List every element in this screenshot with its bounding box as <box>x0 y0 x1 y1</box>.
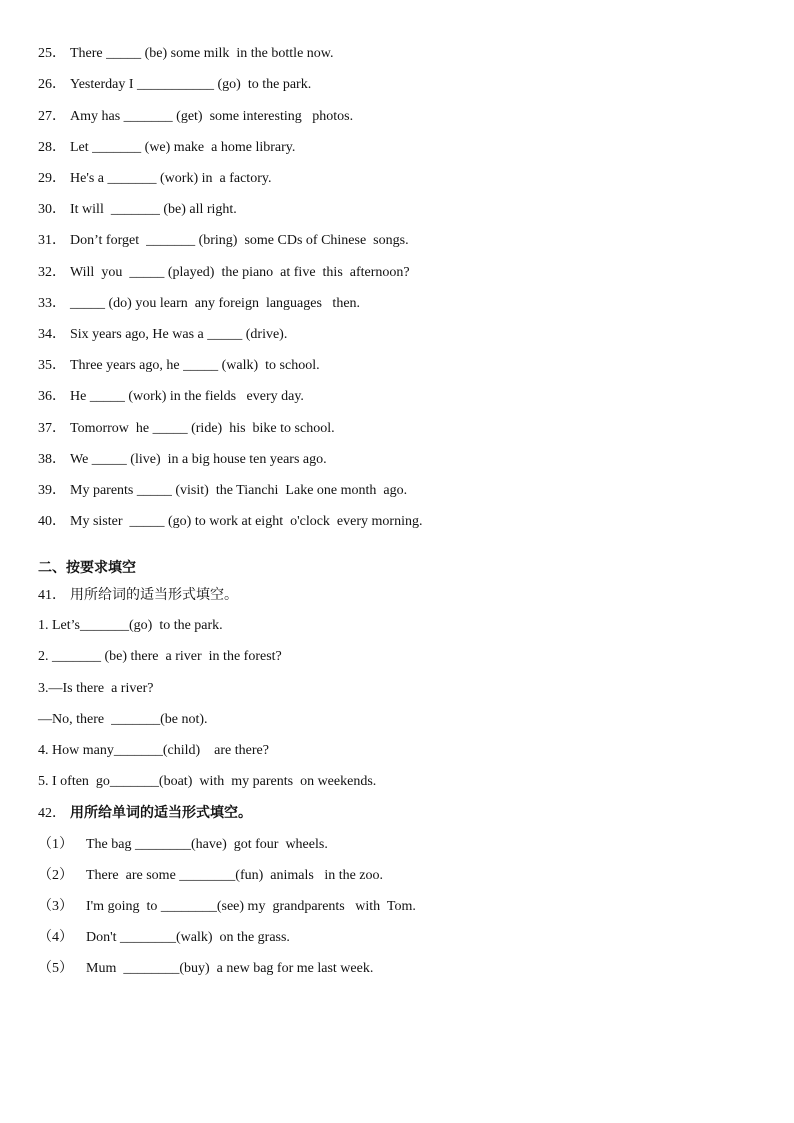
item-number: 25． <box>38 46 66 61</box>
sub-item-number: （2） <box>38 868 73 883</box>
item-text: Three years ago, he _____ (walk) to school. <box>70 358 320 373</box>
question-instruction: 用所给单词的适当形式填空。 <box>70 805 252 821</box>
item-number: 29． <box>38 171 66 186</box>
item-number: 27． <box>38 109 66 124</box>
exercise-item <box>38 482 407 500</box>
exercise-item <box>38 451 327 469</box>
item-text: Don’t forget _______ (bring) some CDs of Chinese songs. <box>70 233 409 248</box>
exercise-item <box>38 170 271 188</box>
item-number: 38． <box>38 452 66 467</box>
exercise-item <box>38 388 304 406</box>
sub-item-text: I'm going to ________(see) my grandparents with Tom. <box>86 899 416 914</box>
item-text: We _____ (live) in a big house ten years ago. <box>70 452 327 467</box>
q41-line: 2. _______ (be) there a river in the forest? <box>38 649 282 664</box>
sub-item-number: （1） <box>38 837 73 852</box>
item-number: 26． <box>38 77 66 92</box>
sub-item-number: （5） <box>38 961 73 976</box>
question-number: 42． <box>38 806 66 821</box>
question-instruction: 用所给词的适当形式填空。 <box>70 587 238 603</box>
q41-line: 5. I often go_______(boat) with my parents on weekends. <box>38 774 377 789</box>
item-number: 37． <box>38 421 66 436</box>
item-number: 33． <box>38 296 66 311</box>
q42-item <box>38 898 416 916</box>
sub-item-text: There are some ________(fun) animals in the zoo. <box>86 868 384 883</box>
sub-item-number: （4） <box>38 930 73 945</box>
item-text: There _____ (be) some milk in the bottle now. <box>70 46 334 61</box>
item-text: Yesterday I ___________ (go) to the park. <box>70 77 312 92</box>
item-text: My sister _____ (go) to work at eight o'clock every morning. <box>70 514 423 529</box>
section-heading: 二、按要求填空 <box>38 560 136 576</box>
item-text: Six years ago, He was a _____ (drive). <box>70 327 288 342</box>
exercise-item <box>38 232 409 250</box>
exercise-item <box>38 264 410 282</box>
item-text: Tomorrow he _____ (ride) his bike to school. <box>70 421 335 436</box>
item-number: 28． <box>38 140 66 155</box>
q41-line: 4. How many_______(child) are there? <box>38 743 269 758</box>
exercise-item <box>38 201 237 219</box>
item-number: 32． <box>38 265 66 280</box>
exercise-item <box>38 326 287 344</box>
q42-item <box>38 929 290 947</box>
item-text: Will you _____ (played) the piano at five this afternoon? <box>70 265 410 280</box>
q41-line: 1. Let’s_______(go) to the park. <box>38 618 223 633</box>
sub-item-text: Mum ________(buy) a new bag for me last week. <box>86 961 374 976</box>
q42-item <box>38 867 383 885</box>
item-text: He _____ (work) in the fields every day. <box>70 389 304 404</box>
q42-item <box>38 836 328 854</box>
q41-line: 3.—Is there a river? <box>38 681 154 696</box>
sub-item-text: Don't ________(walk) on the grass. <box>86 930 290 945</box>
q41-line: —No, there _______(be not). <box>38 712 208 727</box>
exercise-item <box>38 513 422 531</box>
sub-item-number: （3） <box>38 899 73 914</box>
exercise-item <box>38 420 335 438</box>
exercise-item <box>38 76 311 94</box>
item-text: Amy has _______ (get) some interesting photos. <box>70 109 354 124</box>
sub-item-text: The bag ________(have) got four wheels. <box>86 837 328 852</box>
item-number: 39． <box>38 483 66 498</box>
q42-item <box>38 960 373 978</box>
item-number: 40． <box>38 514 66 529</box>
exercise-item <box>38 45 333 63</box>
question-41-title <box>38 586 238 605</box>
question-42-title <box>38 804 252 823</box>
item-text: Let _______ (we) make a home library. <box>70 140 296 155</box>
question-number: 41． <box>38 588 66 603</box>
exercise-item <box>38 295 360 313</box>
item-number: 36． <box>38 389 66 404</box>
item-number: 34． <box>38 327 66 342</box>
item-number: 31． <box>38 233 66 248</box>
item-text: My parents _____ (visit) the Tianchi Lake one month ago. <box>70 483 408 498</box>
exercise-item <box>38 108 353 126</box>
item-text: It will _______ (be) all right. <box>70 202 237 217</box>
item-number: 30． <box>38 202 66 217</box>
exercise-item <box>38 357 320 375</box>
item-text: _____ (do) you learn any foreign languages then. <box>70 296 361 311</box>
item-number: 35． <box>38 358 66 373</box>
item-text: He's a _______ (work) in a factory. <box>70 171 272 186</box>
exercise-item <box>38 139 295 157</box>
